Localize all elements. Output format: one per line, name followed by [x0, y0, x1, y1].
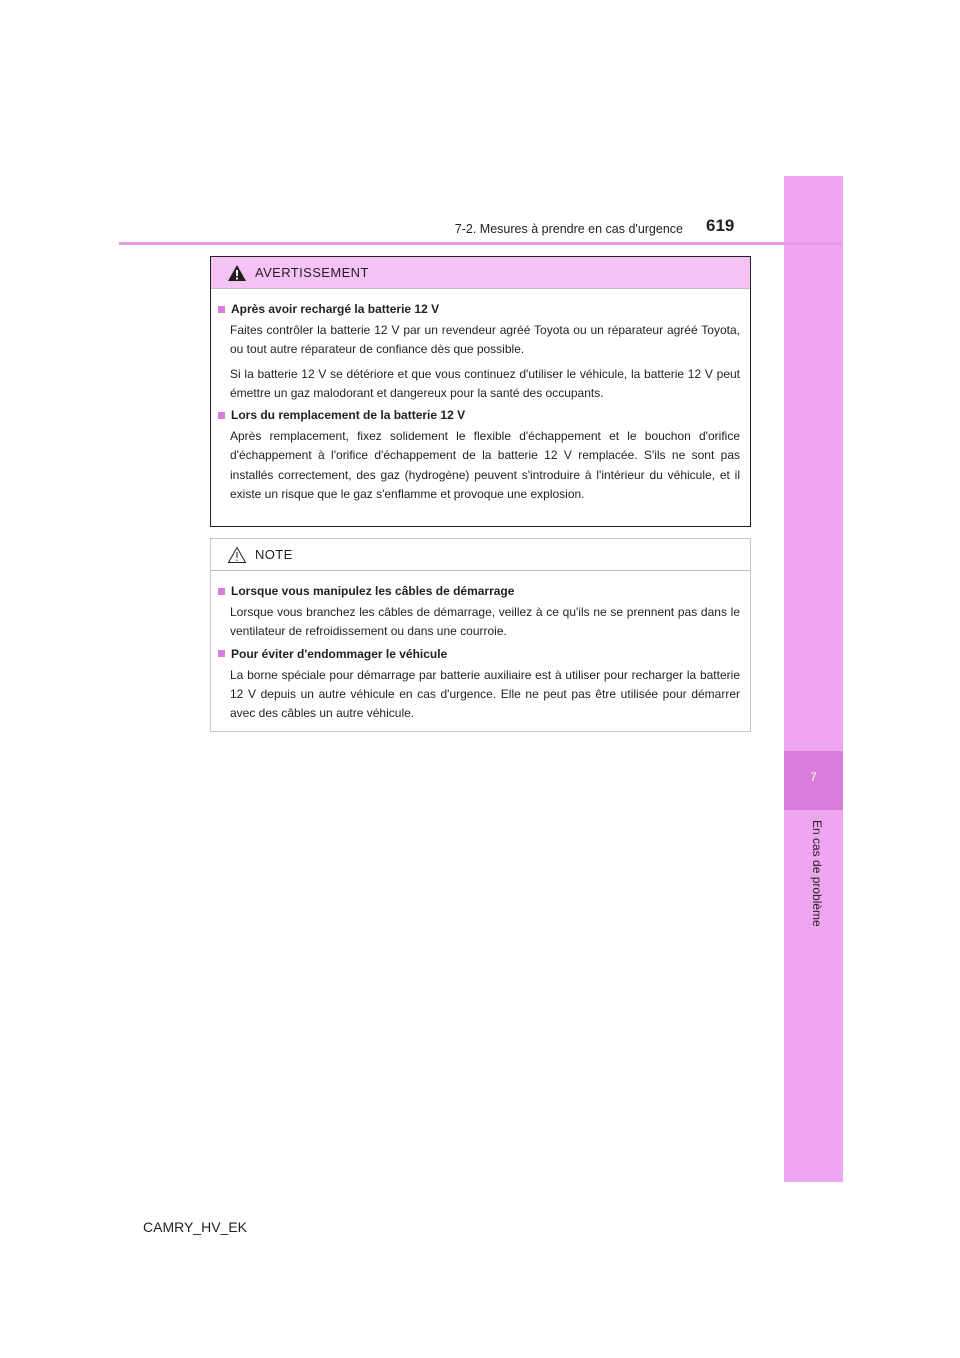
caution-triangle-outline-icon	[227, 546, 247, 564]
note-item-heading	[218, 647, 740, 661]
note-body	[211, 571, 750, 723]
warning-item-heading	[218, 408, 740, 422]
note-paragraph: Lorsque vous branchez les câbles de démarrage, veillez à ce qu'ils ne se prennent pas dans le ventilateur de refroidissement ou dans une courroie.	[230, 605, 740, 639]
note-header	[211, 539, 750, 571]
section-title: 7-2. Mesures à prendre en cas d'urgence	[454, 222, 683, 236]
square-bullet-icon	[218, 412, 225, 419]
warning-box	[210, 256, 751, 527]
warning-triangle-icon	[227, 264, 247, 282]
square-bullet-icon	[218, 306, 225, 313]
warning-body	[211, 289, 750, 504]
chapter-number: 7	[810, 770, 817, 784]
chapter-side-tab	[784, 176, 843, 1182]
warning-paragraph: Si la batterie 12 V se détériore et que vous continuez d'utiliser le véhicule, la batterie 12 V peut émettre un gaz malodorant et dangereux pour la santé des occupants.	[230, 366, 740, 400]
square-bullet-icon	[218, 588, 225, 595]
note-item-heading	[218, 584, 740, 598]
warning-item-heading-text: Lors du remplacement de la batterie 12 V	[231, 408, 466, 423]
note-item-heading-text: Lorsque vous manipulez les câbles de démarrage	[231, 584, 515, 598]
warning-header	[211, 257, 750, 289]
warning-item-heading-text: Après avoir rechargé la batterie 12 V	[231, 302, 440, 316]
header-rule	[119, 242, 842, 245]
warning-item-heading	[218, 302, 740, 316]
note-title: NOTE	[255, 547, 293, 562]
note-paragraph: La borne spéciale pour démarrage par batterie auxiliaire est à utiliser pour recharger la batterie 12 V depuis un autre véhicule en cas d'urgence. Elle ne peut pas être utilisée pour démarrer avec des câbles un autre véhicule.	[230, 667, 740, 721]
warning-paragraph: Faites contrôler la batterie 12 V par un revendeur agréé Toyota ou un réparateur agréé Toyota, ou tout autre réparateur de confiance dès que possible.	[230, 323, 740, 357]
warning-title: AVERTISSEMENT	[255, 265, 369, 280]
note-item-heading-text: Pour éviter d'endommager le véhicule	[231, 646, 448, 661]
page-number: 619	[706, 216, 735, 235]
warning-paragraph: Après remplacement, fixez solidement le flexible d'échappement et le bouchon d'orifice d'échappement à l'orifice d'échappement de la batterie 12 V remplacée. S'ils ne sont pas installés correctement, des gaz (hydrogène) peuvent s'introduire à l'intérieur du véhicule, et il existe un risque que le gaz s'enflamme et provoque une explosion.	[230, 429, 740, 502]
document-code: CAMRY_HV_EK	[143, 1219, 248, 1235]
note-box	[210, 538, 751, 732]
square-bullet-icon	[218, 650, 225, 657]
chapter-label: En cas de problème	[810, 820, 824, 927]
